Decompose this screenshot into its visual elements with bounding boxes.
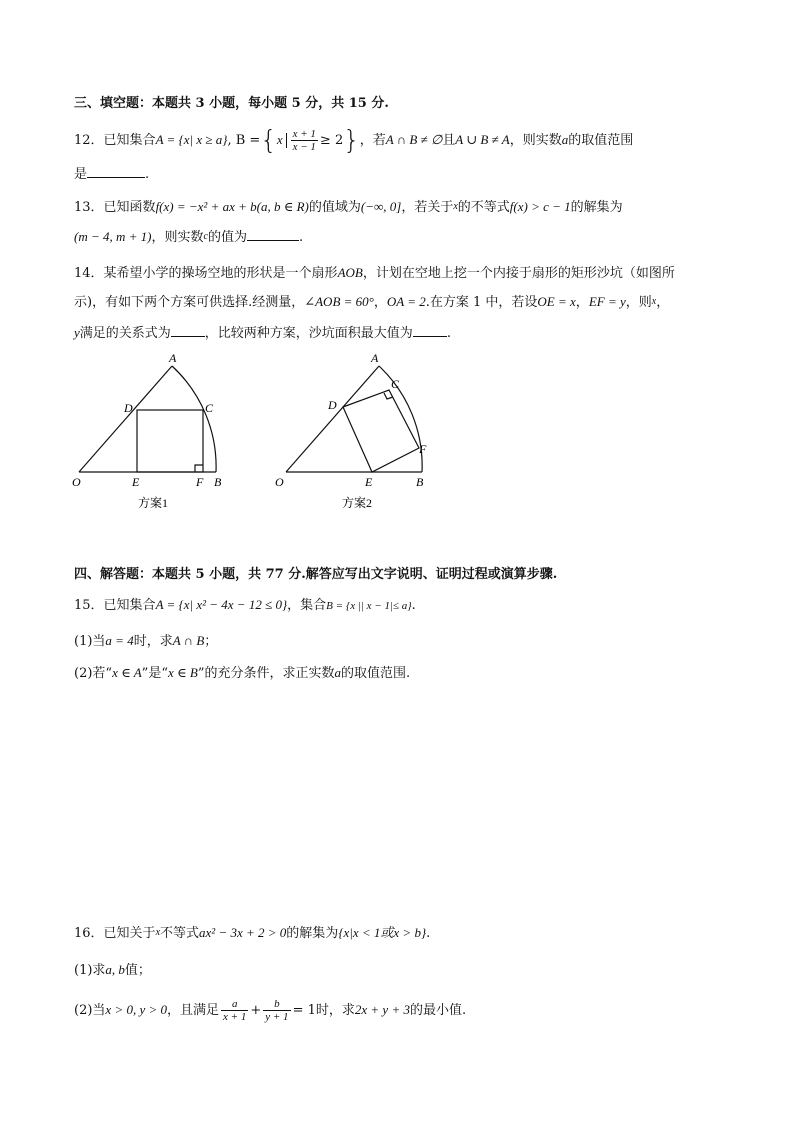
q14-number: 14． xyxy=(74,266,104,281)
question-13: 13．已知函数f(x) = −x² + ax + b(a, b ∈ R)的值域为(−∞, 0]，若关于$^x$的不等式f(x) > c − 1的解集为 xyxy=(74,199,623,215)
q16-part-1: (1)求a, b值； xyxy=(74,962,151,978)
q12-set-a: A = {x| x ≥ a} xyxy=(155,132,228,147)
q16-part-2: (2)当x > 0, y > 0，且满足 $\frac{a}{x + 1}$ + $\frac{b}{y + 1}$ = 1时，求2x + y + 3的最小值. xyxy=(74,998,467,1023)
q14-blank-2[interactable] xyxy=(413,324,447,337)
q13-answer-blank[interactable] xyxy=(247,228,299,241)
fig2-label-b: B xyxy=(416,475,424,489)
q16-fraction-2: $\frac{b}{y + 1}$ xyxy=(265,998,289,1023)
fig1-label-e: E xyxy=(132,475,140,489)
question-15: 15．已知集合A = {x| x² − 4x − 12 ≤ 0}，集合B = {x || x − 1|≤ a}. xyxy=(74,597,416,613)
fig2-label-e: E xyxy=(365,475,373,489)
q14-blank-1[interactable] xyxy=(171,324,205,337)
question-16: 16．已知关于$^x$不等式ax² − 3x + 2 > 0的解集为{x|x < 1或x > b}. xyxy=(74,925,431,941)
q12-fraction: $\frac{x + 1}{x - 1}$ xyxy=(292,128,316,153)
fig1-label-c: C xyxy=(205,401,214,415)
q14-line-2: 示)，有如下两个方案可供选择.经测量，∠AOB = 60°，OA = 2.在方案 1 中，若设OE = x，EF = y，则$^x$， xyxy=(74,294,670,310)
fig1-label-o: O xyxy=(72,475,81,489)
q16-number: 16． xyxy=(74,926,104,941)
fig2-label-f: F xyxy=(419,442,427,456)
fig2-caption: 方案2 xyxy=(342,496,373,510)
fig1-label-b: B xyxy=(214,475,222,489)
q12-number: 12． xyxy=(74,133,104,148)
q15-part-1: (1)当a = 4时，求A ∩ B； xyxy=(74,633,218,649)
fig1-label-f: F xyxy=(196,475,204,489)
fig1-caption: 方案1 xyxy=(138,496,169,510)
figure-scheme-2 xyxy=(270,352,440,514)
fig2-label-o: O xyxy=(275,475,284,489)
figure-scheme-1 xyxy=(66,352,236,514)
q12-line-2: 是 . xyxy=(74,167,150,182)
section-3-title: 三、填空题：本题共 3 小题，每小题 5 分，共 15 分. xyxy=(74,96,389,111)
q15-number: 15． xyxy=(74,598,104,613)
fig1-label-d: D xyxy=(124,401,133,415)
section-4-title: 四、解答题：本题共 5 小题，共 77 分.解答应写出文字说明、证明过程或演算步骤. xyxy=(74,567,558,582)
fig2-label-d: D xyxy=(328,398,337,412)
fig2-label-a: A xyxy=(371,352,379,365)
q13-number: 13． xyxy=(74,200,104,215)
q14-line-3: y满足的关系式为 ，比较两种方案，沙坑面积最大值为 . xyxy=(74,325,451,341)
fig1-label-a: A xyxy=(169,352,177,365)
q12-answer-blank[interactable] xyxy=(87,165,145,178)
question-12: 12．已知集合A = {x| x ≥ a}, B ={x $\frac{x + 1}{x - 1}$ ≥ 2}，若A ∩ B ≠ ∅且A ∪ B ≠ A，则实数a的取值范围 xyxy=(74,125,634,156)
q16-fraction-1: $\frac{a}{x + 1}$ xyxy=(223,998,247,1023)
fig2-label-c: C xyxy=(391,377,400,391)
q13-line-2: (m − 4, m + 1)，则实数$^c$的值为 . xyxy=(74,229,304,245)
q15-part-2: (2)若“x ∈ A”是“x ∈ B”的充分条件，求正实数a的取值范围. xyxy=(74,665,411,681)
question-14: 14．某希望小学的操场空地的形状是一个扇形AOB，计划在空地上挖一个内接于扇形的矩形沙坑（如图所 xyxy=(74,265,675,281)
